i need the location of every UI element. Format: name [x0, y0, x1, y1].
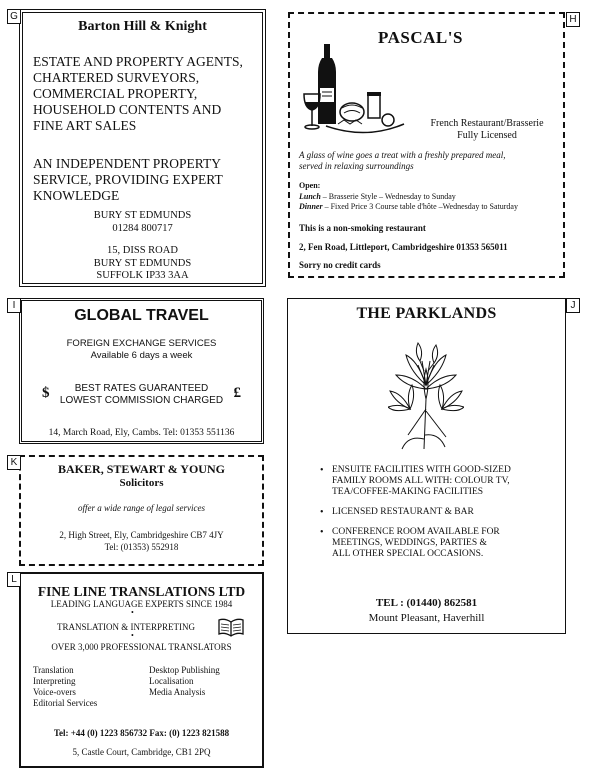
- ad-subtitle: Solicitors: [119, 477, 164, 489]
- address-line: 2, High Street, Ely, Cambridgeshire CB7 4JY: [59, 530, 224, 540]
- ad-fine-line-translations: [19, 572, 264, 768]
- desc-line: Fully Licensed: [457, 130, 517, 141]
- address-phone: [21, 529, 262, 553]
- ad-global-travel: [19, 298, 264, 444]
- tagline: [33, 156, 223, 204]
- features-list: [320, 465, 552, 569]
- service-line: ESTATE AND PROPERTY AGENTS,: [33, 54, 243, 69]
- dollar-symbol: $: [42, 385, 50, 401]
- service-line: COMMERCIAL PROPERTY,: [33, 86, 198, 101]
- lunch-hours: – Brasserie Style – Wednesday to Sunday: [320, 191, 456, 201]
- tagline-translators: OVER 3,000 PROFESSIONAL TRANSLATORS: [51, 642, 232, 652]
- list-item: [332, 465, 552, 498]
- ad-label-j: J: [566, 298, 580, 313]
- phone-number: TEL : (01440) 862581: [375, 597, 478, 609]
- ad-title: THE PARKLANDS: [356, 305, 497, 322]
- wine-and-food-illustration: [298, 42, 406, 142]
- address-line: 15, DISS ROAD: [107, 245, 178, 256]
- dinner-hours: – Fixed Price 3 Course table d'hôte –Wednesday to Saturday: [322, 202, 518, 211]
- feature-line: • LICENSED RESTAURANT & BAR: [332, 507, 474, 517]
- tagline-line: AN INDEPENDENT PROPERTY: [33, 156, 221, 171]
- pound-symbol: £: [233, 385, 241, 401]
- services-column-left: [33, 665, 97, 709]
- service-item: Interpreting: [33, 676, 76, 686]
- rates-line: LOWEST COMMISSION CHARGED: [59, 395, 224, 406]
- bullet-separator: •: [131, 608, 134, 617]
- ad-title: GLOBAL TRAVEL: [74, 307, 209, 324]
- non-smoking-notice: This is a non-smoking restaurant: [299, 223, 426, 233]
- service-item: Desktop Publishing: [149, 665, 220, 675]
- service-item: Localisation: [149, 676, 194, 686]
- feature-line: ALL OTHER SPECIAL OCCASIONS.: [332, 549, 484, 559]
- rates-line: BEST RATES GUARANTEED: [74, 383, 209, 394]
- ad-title: PASCAL'S: [378, 28, 463, 47]
- ad-baker-stewart-young: [19, 455, 264, 566]
- postal-address: 5, Castle Court, Cambridge, CB1 2PQ: [72, 747, 211, 757]
- phone-number: 01284 800717: [112, 222, 173, 234]
- desc-line: French Restaurant/Brasserie: [430, 118, 544, 129]
- tagline-services: TRANSLATION & INTERPRETING: [57, 622, 195, 632]
- tagline-line: SERVICE, PROVIDING EXPERT: [33, 172, 223, 187]
- open-label: Open:: [299, 181, 321, 190]
- services-column-right: [149, 665, 220, 698]
- dinner-label: Dinner: [299, 202, 323, 211]
- service-item: Editorial Services: [33, 698, 98, 708]
- ad-label-h: H: [566, 12, 580, 27]
- services-list: [33, 54, 243, 134]
- ad-barton-hill-knight: [19, 9, 266, 287]
- fx-line: FOREIGN EXCHANGE SERVICES: [66, 338, 217, 349]
- list-item: [332, 507, 552, 518]
- fx-services: [22, 338, 261, 362]
- tagline: [299, 150, 559, 172]
- service-line: CHARTERED SURVEYORS,: [33, 70, 200, 85]
- service-item: Translation: [33, 665, 74, 675]
- tagline: offer a wide range of legal services: [78, 503, 205, 513]
- ad-title: BAKER, STEWART & YOUNG: [58, 462, 225, 476]
- feature-line: • CONFERENCE ROOM AVAILABLE FOR: [332, 527, 500, 537]
- ad-title: FINE LINE TRANSLATIONS LTD: [37, 584, 246, 599]
- opening-hours: [299, 181, 574, 213]
- rates-guarantee: [22, 383, 261, 407]
- service-line: HOUSEHOLD CONTENTS AND: [33, 102, 222, 117]
- tagline-line: A glass of wine goes a treat with a freshly prepared meal,: [299, 150, 506, 160]
- open-book-icon: [218, 618, 244, 638]
- town-phone: [20, 210, 265, 235]
- location: Mount Pleasant, Haverhill: [368, 612, 485, 624]
- no-credit-cards-notice: Sorry no credit cards: [299, 260, 381, 270]
- tagline-since: LEADING LANGUAGE EXPERTS SINCE 1984: [50, 599, 233, 609]
- tagline-line: KNOWLEDGE: [33, 188, 120, 203]
- feature-line: TEA/COFFEE-MAKING FACILITIES: [332, 487, 484, 497]
- town: BURY ST EDMUNDS: [93, 210, 192, 221]
- address-line: BURY ST EDMUNDS: [93, 257, 192, 269]
- postal-address: [20, 245, 265, 283]
- lunch-label: Lunch: [299, 191, 321, 201]
- ad-label-g: G: [7, 9, 21, 24]
- restaurant-description: [412, 118, 562, 142]
- service-item: Voice-overs: [33, 687, 76, 697]
- ad-label-k: K: [7, 455, 21, 470]
- phone-number: Tel: (01353) 552918: [104, 542, 179, 552]
- lily-flower-illustration: [388, 339, 464, 451]
- feature-line: MEETINGS, WEDDINGS, PARTIES &: [332, 538, 487, 548]
- ad-label-i: I: [7, 298, 21, 313]
- ad-title: Barton Hill & Knight: [78, 19, 207, 34]
- tel-fax: Tel: +44 (0) 1223 856732 Fax: (0) 1223 821588: [53, 728, 230, 738]
- feature-line: • ENSUITE FACILITIES WITH GOOD-SIZED: [332, 465, 511, 475]
- bullet-separator: •: [131, 631, 134, 640]
- address-phone: 14, March Road, Ely, Cambs. Tel: 01353 551136: [48, 428, 235, 438]
- ad-label-l: L: [7, 572, 21, 587]
- service-item: Media Analysis: [149, 687, 206, 697]
- tagline-line: served in relaxing surroundings: [299, 161, 414, 171]
- ad-pascals: [288, 12, 565, 278]
- list-item: [332, 527, 552, 560]
- fx-line: Available 6 days a week: [90, 350, 193, 361]
- service-line: FINE ART SALES: [33, 118, 137, 133]
- feature-line: FAMILY ROOMS ALL WITH: COLOUR TV,: [332, 476, 510, 486]
- address-line: SUFFOLK IP33 3AA: [96, 270, 189, 281]
- address-phone: 2, Fen Road, Littleport, Cambridgeshire 01353 565011: [299, 242, 508, 252]
- ad-the-parklands: [287, 298, 566, 634]
